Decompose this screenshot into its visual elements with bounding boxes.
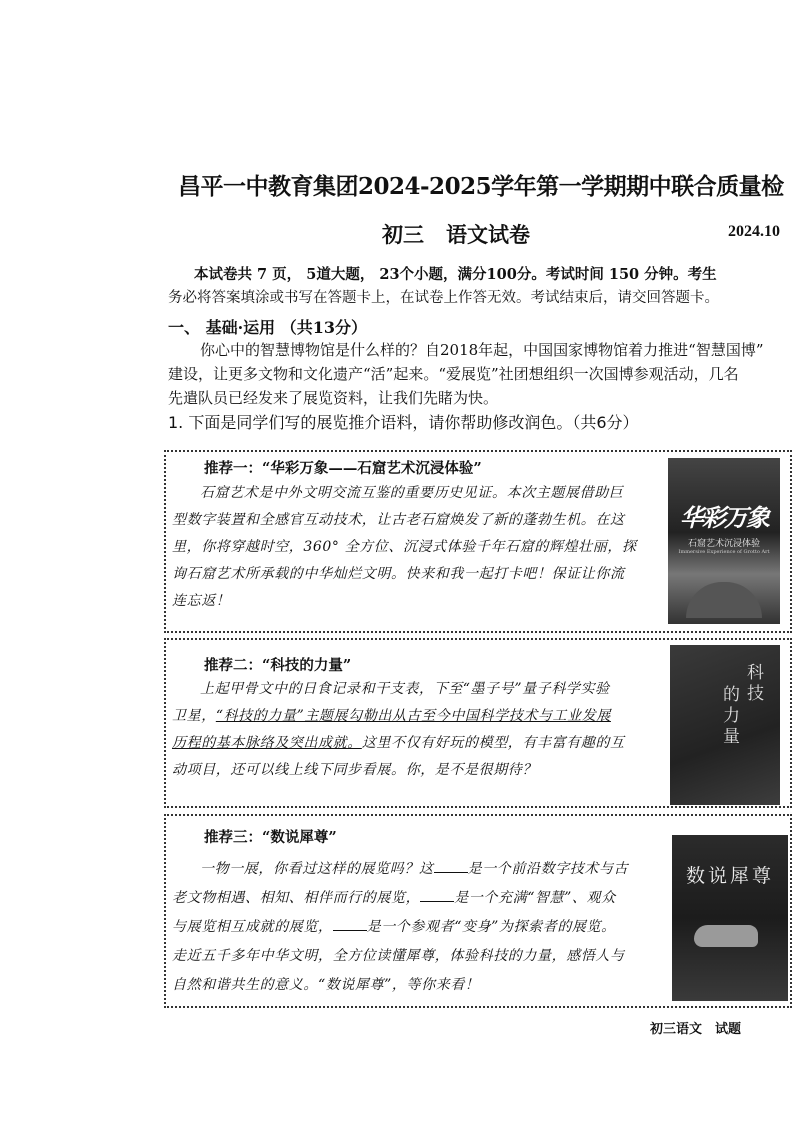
instructions-line-2: 务必将答案填涂或书写在答题卡上，在试卷上作答无效。考试结束后，请交回答题卡。 (168, 290, 719, 306)
rec-2-title: 推荐二：“科技的力量” (204, 657, 352, 674)
section-heading: 一、 基础·运用 （共13分） (168, 318, 367, 337)
rec-3-text: 与展览相互成就的展览， (172, 919, 333, 935)
blank-1[interactable] (434, 860, 468, 873)
rec-3-text: 一物一展，你看过这样的展览吗？这 (200, 861, 434, 877)
intro-line-2: 建设，让更多文物和文化遗产“活”起来。“爱展览”社团想组织一次国博参观活动，几名 (168, 365, 739, 383)
cover-image-xizun (672, 835, 788, 1001)
rec-1-line: 石窟艺术是中外文明交流互鉴的重要历史见证。本次主题展借助巨 (200, 485, 624, 501)
cover-3-main: 数说犀尊 (685, 865, 774, 887)
rec-2-line (172, 730, 660, 757)
question-1: 1. 下面是同学们写的展览推介语料，请你帮助修改润色。（共6分） (168, 413, 639, 432)
rec-2-underlined-sentence: “科技的力量”主题展勾勒出从古至今中国科学技术与工业发展 (215, 708, 611, 724)
rec-3-text: 老文物相遇、相知、相伴而行的展览， (172, 890, 421, 906)
intro-line-3: 先遣队员已经发来了展览资料，让我们先睹为快。 (168, 389, 499, 407)
blank-2[interactable] (420, 889, 454, 902)
cover-2-line1: 科技 (743, 663, 763, 705)
rec-3-body (172, 855, 660, 1000)
cover-1-main: 华彩万象 (680, 503, 768, 532)
rec-1-line: 询石窟艺术所承载的中华灿烂文明。快来和我一起打卡吧！保证让你流 (172, 566, 625, 582)
rec-2-body (172, 676, 660, 784)
intro-line-1: 你心中的智慧博物馆是什么样的？自2018年起，中国国家博物馆着力推进“智慧国博” (200, 341, 764, 359)
rec-2-line (172, 703, 660, 730)
rec-2-prefix: 卫星， (172, 708, 216, 724)
rec-1-line: 里，你将穿越时空，360° 全方位、沉浸式体验千年石窟的辉煌壮丽，探 (172, 539, 637, 555)
rec-3-line (172, 884, 660, 913)
subject-label: 语文试卷 (446, 222, 530, 247)
rec-3-title: 推荐三：“数说犀尊” (204, 829, 337, 846)
rec-3-text: 是一个参观者“变身”为探索者的展览。 (366, 919, 616, 935)
page-footer: 初三语文 试题 (650, 1022, 742, 1037)
grade-label: 初三 (382, 222, 424, 247)
rec-3-line (200, 855, 660, 884)
rec-3-text: 是一个充满“智慧”、观众 (454, 890, 616, 906)
rec-1-line: 型数字装置和全感官互动技术，让古老石窟焕发了新的蓬勃生机。在这 (172, 512, 625, 528)
blank-3[interactable] (333, 918, 367, 931)
rec-3-line: 自然和谐共生的意义。“数说犀尊”，等你来看！ (172, 977, 480, 993)
rec-3-line: 走近五千多年中华文明，全方位读懂犀尊，体验科技的力量，感悟人与 (172, 948, 625, 964)
rec-1-title: 推荐一：“华彩万象——石窟艺术沉浸体验” (204, 460, 482, 477)
rec-2-underlined-tail: 历程的基本脉络及突出成就。 (172, 735, 362, 751)
rec-1-line: 连忘返！ (172, 593, 231, 609)
rec-2-line: 上起甲骨文中的日食记录和干支表，下至“墨子号”量子科学实验 (200, 681, 610, 697)
cover-2-line2: 的力量 (719, 685, 739, 748)
cover-image-huacai (668, 458, 780, 624)
grotto-arch-shape (686, 582, 762, 618)
exam-date: 2024.10 (728, 223, 780, 240)
cover-image-keji (670, 645, 780, 805)
instructions-line-1: 本试卷共 7 页， 5道大题， 23个小题，满分100分。考试时间 150 分钟。考生 (194, 266, 717, 283)
rec-1-body (172, 480, 660, 615)
exam-subtitle (382, 219, 552, 249)
rec-2-continuation: 这里不仅有好玩的模型，有丰富有趣的互 (361, 735, 625, 751)
rec-3-text: 是一个前沿数字技术与古 (467, 861, 629, 877)
rec-3-line (172, 913, 660, 942)
cover-1-sub: 石窟艺术沉浸体验 (687, 539, 760, 549)
rec-2-line: 动项目，还可以线上线下同步看展。你，是不是很期待？ (172, 762, 537, 778)
exam-title: 昌平一中教育集团2024-2025学年第一学期期中联合质量检 (178, 173, 784, 200)
cover-1-eng: Immersive Experience of Grotto Art (678, 549, 770, 555)
rhino-vessel-shape (694, 925, 758, 947)
